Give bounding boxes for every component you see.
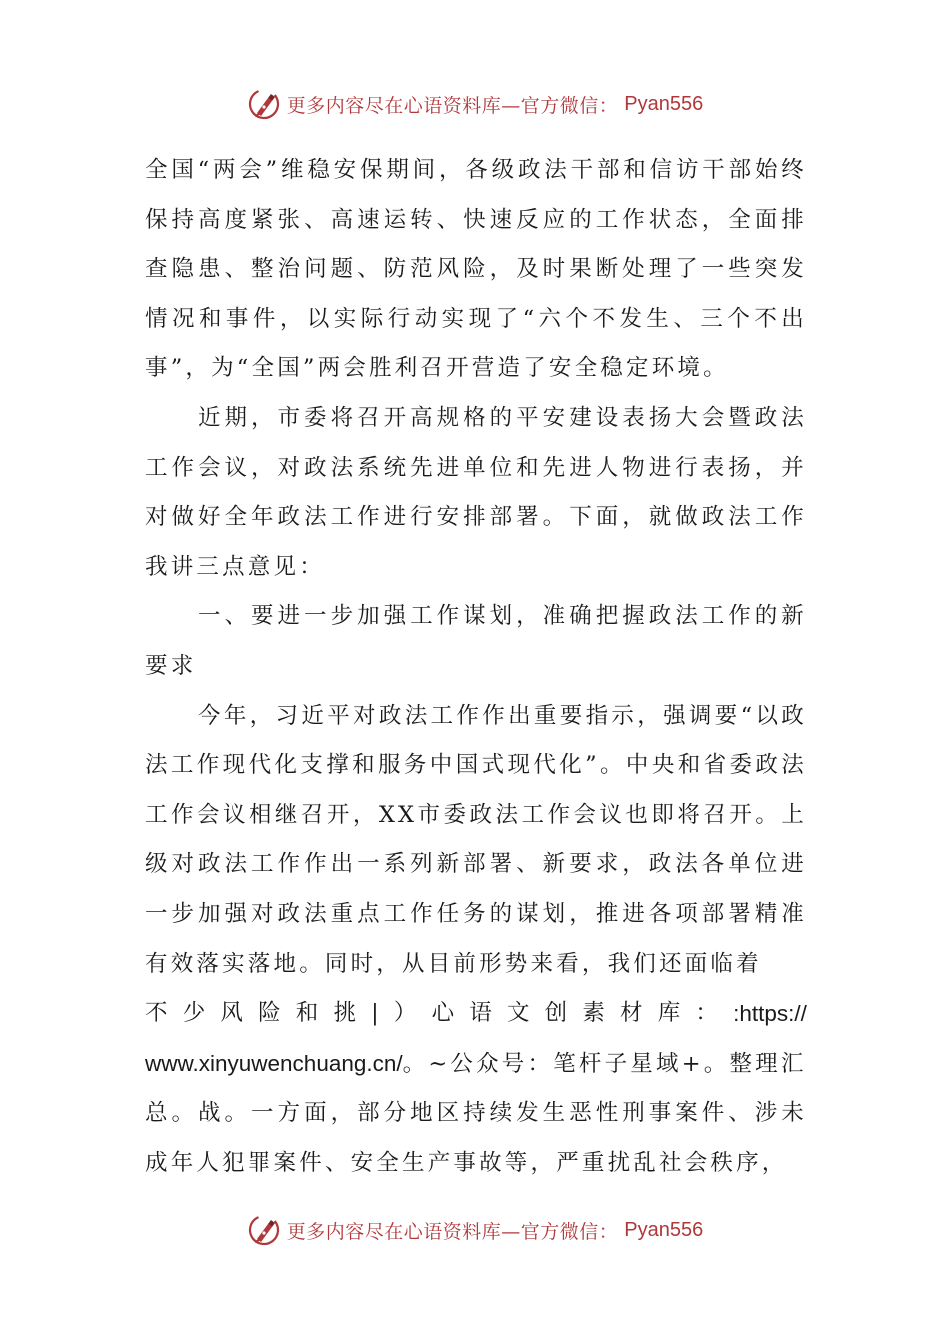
header-banner-handle: Pyan556 bbox=[624, 92, 704, 115]
spread-char: 风 bbox=[220, 1000, 243, 1027]
paragraph-3-continued: 总。战。一方面，部分地区持续发生恶性刑事案件、涉未成年人犯罪案件、安全生产事故等，严重扰乱社会秩序， bbox=[145, 1100, 807, 1176]
spread-char: 和 bbox=[295, 1000, 319, 1027]
header-banner-inner bbox=[247, 87, 703, 121]
spread-char: 险 bbox=[258, 1000, 281, 1027]
footer-banner-handle: Pyan556 bbox=[624, 1218, 704, 1241]
paragraph-3-url-line bbox=[145, 1039, 807, 1090]
spread-char: 心 bbox=[431, 1000, 455, 1027]
spread-char: ： bbox=[695, 1000, 718, 1027]
footer-banner bbox=[0, 1210, 950, 1250]
header-banner bbox=[0, 84, 950, 124]
url-line-tail: 。~公众号：笔杆子星域+。整理汇 bbox=[402, 1050, 807, 1077]
spread-char: 不 bbox=[145, 1000, 168, 1027]
spread-char: 语 bbox=[469, 1000, 492, 1027]
paragraph-3: 今年，习近平对政法工作作出重要指示，强调要“以政法工作现代化支撑和服务中国式现代化”。中央和省委政法工作会议相继召开，XX市委政法工作会议也即将召开。上级对政法工作作出一系列新部署、新要求，政法各单位进一步加强对政法重点工作任务的谋划，推进各项部署精准有效落实落地。同时，从目前形势来看，我们还面临着 bbox=[145, 702, 807, 977]
spread-char: 少 bbox=[182, 1000, 206, 1027]
watermark-url-link[interactable]: www.xinyuwenchuang.cn/ bbox=[145, 1050, 403, 1076]
spread-char: 库 bbox=[657, 1000, 681, 1027]
footer-banner-inner bbox=[247, 1213, 703, 1247]
paragraph-2: 近期，市委将召开高规格的平安建设表扬大会暨政法工作会议，对政法系统先进单位和先进人物进行表扬，并对做好全年政法工作进行安排部署。下面，就做政法工作我讲三点意见： bbox=[145, 404, 807, 580]
spread-url-prefix: :https:// bbox=[733, 1001, 807, 1027]
spread-char: 材 bbox=[620, 1000, 643, 1027]
paragraph-1: 全国“两会”维稳安保期间，各级政法干部和信访干部始终保持高度紧张、高速运转、快速反应的工作状态，全面排查隐患、整治问题、防范风险，及时果断处理了一些突发情况和事件，以实际行动实现了“六个不发生、三个不出事”，为“全国”两会胜利召开营造了安全稳定环境。 bbox=[145, 157, 807, 382]
document-body bbox=[145, 146, 807, 1188]
section-heading-1: 一、要进一步加强工作谋划，准确把握政法工作的新要求 bbox=[145, 603, 807, 679]
spread-char: ） bbox=[393, 1000, 417, 1027]
paragraph-3-watermark-line bbox=[145, 989, 807, 1039]
spread-char: 文 bbox=[506, 1000, 530, 1027]
pen-nib-circle-icon bbox=[247, 1213, 281, 1247]
footer-banner-text: 更多内容尽在心语资料库—官方微信： bbox=[286, 1220, 619, 1243]
spread-char: 挑 bbox=[333, 1000, 356, 1027]
spread-char: 素 bbox=[582, 1000, 605, 1027]
header-banner-text: 更多内容尽在心语资料库—官方微信： bbox=[286, 94, 619, 117]
spread-char: 创 bbox=[544, 1000, 568, 1027]
spread-char: | bbox=[371, 1000, 379, 1027]
pen-nib-circle-icon bbox=[247, 87, 281, 121]
